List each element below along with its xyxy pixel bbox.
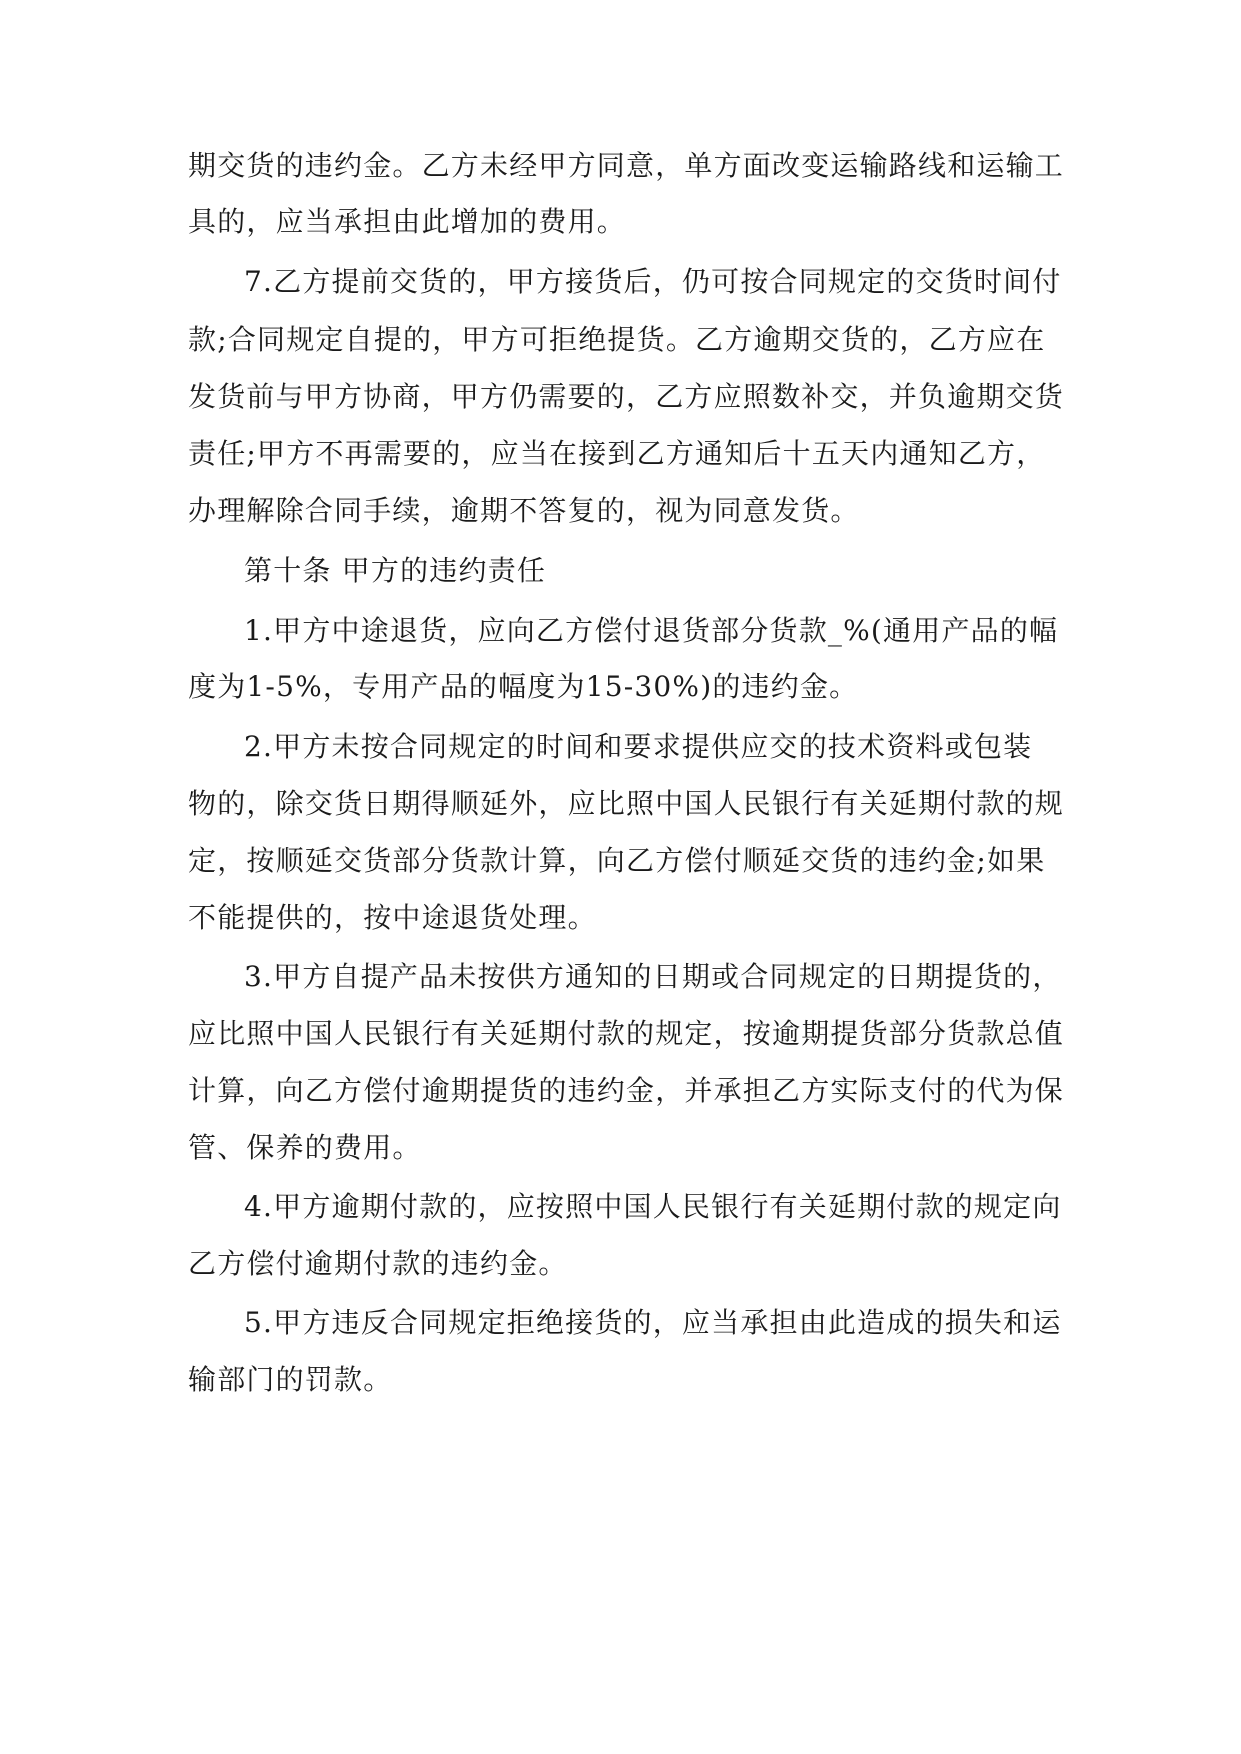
text-line: 发货前与甲方协商，甲方仍需要的，乙方应照数补交，并负逾期交货 (188, 380, 1065, 413)
text-line: 输部门的罚款。 (188, 1363, 393, 1396)
text-line: 具的，应当承担由此增加的费用。 (188, 205, 627, 238)
text-line: 5.甲方违反合同规定拒绝接货的，应当承担由此造成的损失和运 (244, 1306, 1062, 1339)
text-line: 3.甲方自提产品未按供方通知的日期或合同规定的日期提货的， (244, 960, 1062, 993)
text-line: 应比照中国人民银行有关延期付款的规定，按逾期提货部分货款总值 (188, 1017, 1065, 1050)
text-line: 定，按顺延交货部分货款计算，向乙方偿付顺延交货的违约金;如果 (188, 844, 1046, 877)
text-line: 4.甲方逾期付款的，应按照中国人民银行有关延期付款的规定向 (244, 1190, 1062, 1223)
text-line: 乙方偿付逾期付款的违约金。 (188, 1247, 568, 1280)
text-line: 物的，除交货日期得顺延外，应比照中国人民银行有关延期付款的规 (188, 787, 1065, 820)
text-line: 款;合同规定自提的，甲方可拒绝提货。乙方逾期交货的，乙方应在 (188, 323, 1046, 356)
text-line: 办理解除合同手续，逾期不答复的，视为同意发货。 (188, 494, 860, 527)
section-heading: 第十条 甲方的违约责任 (244, 554, 547, 587)
text-line: 2.甲方未按合同规定的时间和要求提供应交的技术资料或包装 (244, 730, 1033, 763)
text-line: 计算，向乙方偿付逾期提货的违约金，并承担乙方实际支付的代为保 (188, 1074, 1065, 1107)
text-line: 期交货的违约金。乙方未经甲方同意，单方面改变运输路线和运输工 (188, 149, 1065, 182)
text-line: 责任;甲方不再需要的，应当在接到乙方通知后十五天内通知乙方， (188, 437, 1046, 470)
text-line: 7.乙方提前交货的，甲方接货后，仍可按合同规定的交货时间付 (244, 265, 1062, 298)
text-line: 1.甲方中途退货，应向乙方偿付退货部分货款_%(通用产品的幅 (244, 614, 1059, 647)
text-line: 不能提供的，按中途退货处理。 (188, 901, 597, 934)
text-line: 度为1-5%，专用产品的幅度为15-30%)的违约金。 (188, 670, 859, 703)
text-line: 管、保养的费用。 (188, 1131, 422, 1164)
